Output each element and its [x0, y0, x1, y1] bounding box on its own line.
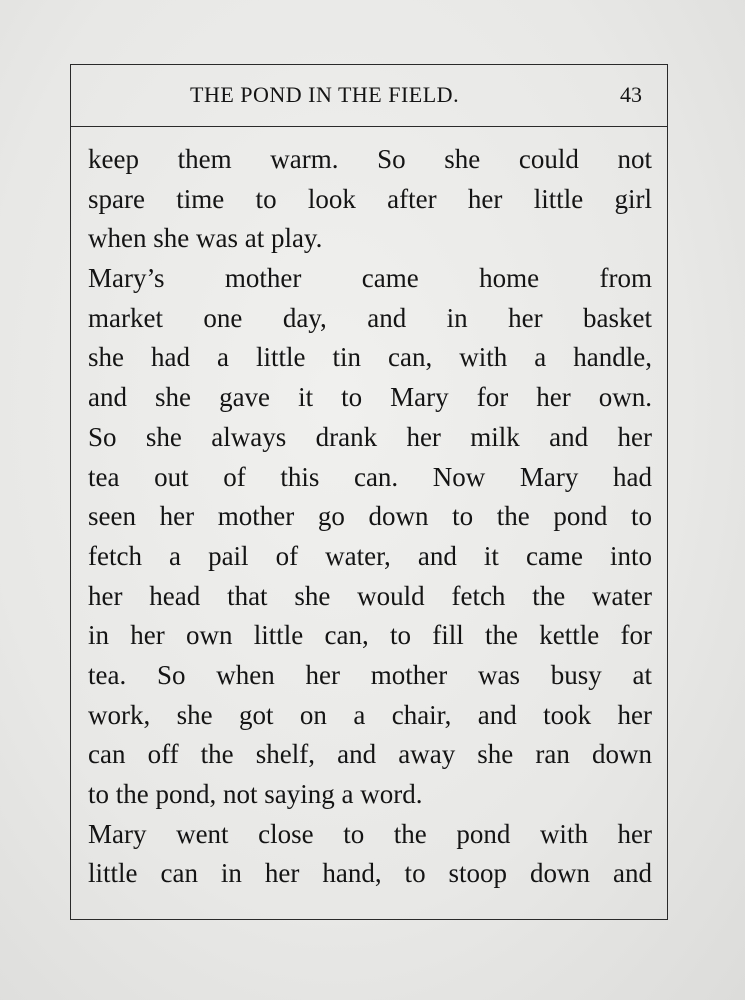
text-line: Mary’s mother came home from [88, 263, 652, 294]
text-line: she had a little tin can, with a handle, [88, 342, 652, 373]
text-line: seen her mother go down to the pond to [88, 501, 652, 532]
text-line: little can in her hand, to stoop down and [88, 858, 652, 889]
text-line: and she gave it to Mary for her own. [88, 382, 652, 413]
text-line: spare time to look after her little girl [88, 183, 652, 214]
text-line: market one day, and in her basket [88, 302, 652, 333]
text-line: in her own little can, to fill the kettle for [88, 620, 652, 651]
running-title: THE POND IN THE FIELD. [190, 82, 460, 107]
text-line: keep them warm. So she could not [88, 144, 652, 174]
text-line: her head that she would fetch the water [88, 580, 652, 611]
text-line: can off the shelf, and away she ran down [88, 739, 652, 770]
header-rule [70, 126, 668, 127]
text-line: Mary went close to the pond with her [88, 818, 652, 849]
text-line: when she was at play. [88, 223, 323, 254]
text-line: tea out of this can. Now Mary had [88, 461, 652, 492]
text-line: fetch a pail of water, and it came into [88, 540, 652, 571]
body-text [88, 140, 652, 894]
page-number: 43 [620, 82, 642, 107]
text-line: work, she got on a chair, and took her [88, 699, 652, 730]
text-line: So she always drank her milk and her [88, 421, 652, 452]
text-line: to the pond, not saying a word. [88, 779, 423, 809]
text-line: tea. So when her mother was busy at [88, 659, 652, 690]
